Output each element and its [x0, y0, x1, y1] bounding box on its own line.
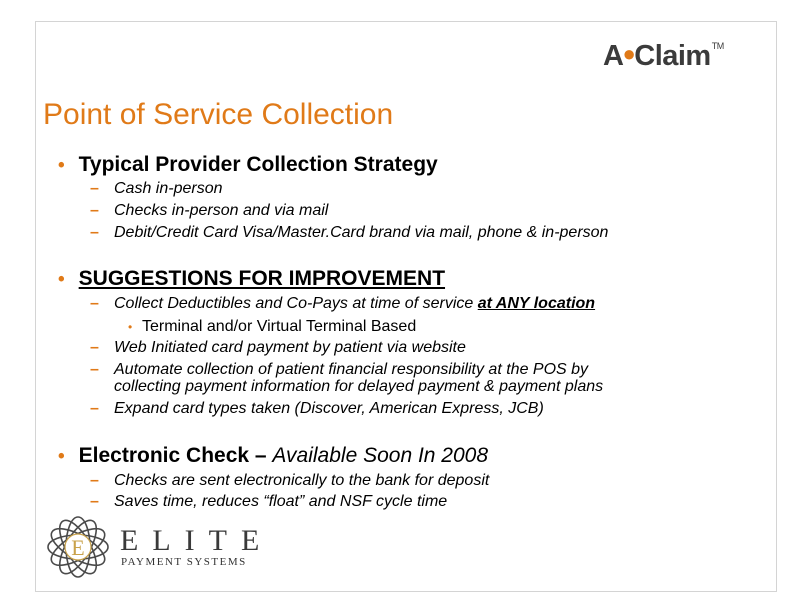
list-item-text: Saves time, reduces “float” and NSF cycle time [114, 493, 448, 510]
aclaim-logo-part-claim: Claim [634, 40, 711, 72]
list-item-continuation: collecting payment information for delayed payment & payment plans [114, 378, 604, 395]
list-item [90, 295, 595, 313]
emphasis-text: at ANY location [477, 295, 596, 312]
list-item [90, 472, 489, 490]
list-item-text: Collect Deductibles and Co-Pays at time of service [114, 295, 478, 312]
dash-marker: – [90, 361, 99, 378]
elite-emblem-icon [45, 514, 111, 580]
bullet-marker: • [58, 446, 65, 467]
dash-marker: – [90, 180, 99, 197]
elite-wordmark: ELITE [120, 524, 274, 557]
section-heading-text: SUGGESTIONS FOR IMPROVEMENT [78, 267, 446, 290]
list-item-text: Cash in-person [114, 180, 223, 197]
sub-list-item-text: Terminal and/or Virtual Terminal Based [142, 318, 417, 335]
list-item-text: Web Initiated card payment by patient via website [114, 339, 466, 356]
dash-marker: – [90, 224, 99, 241]
list-item [90, 400, 544, 418]
bullet-marker: • [58, 155, 65, 176]
list-item [90, 339, 466, 357]
section-heading-echeck [58, 444, 488, 468]
list-item [90, 202, 328, 220]
dash-marker: – [90, 400, 99, 417]
dash-marker: – [90, 202, 99, 219]
aclaim-logo-dot: ● [622, 41, 636, 66]
section-heading-subtext: Available Soon In 2008 [272, 444, 489, 467]
sub-list-item [128, 318, 416, 336]
dash-marker: – [90, 339, 99, 356]
aclaim-logo-part-a: A [603, 40, 624, 72]
list-item-text: Checks in-person and via mail [114, 202, 329, 219]
section-heading-text: Typical Provider Collection Strategy [78, 153, 438, 176]
dash-marker: – [90, 493, 99, 510]
list-item [90, 224, 608, 242]
list-item [90, 180, 223, 198]
list-item [90, 361, 588, 379]
list-item-text: Expand card types taken (Discover, American Express, JCB) [114, 400, 544, 417]
section-heading-suggestions [58, 267, 445, 291]
bullet-marker: • [128, 320, 133, 334]
list-item-text: Automate collection of patient financial responsibility at the POS by [114, 361, 589, 378]
page-title: Point of Service Collection [43, 98, 394, 131]
list-item-text: Checks are sent electronically to the bank for deposit [114, 472, 490, 489]
section-heading-strategy [58, 153, 438, 177]
bullet-marker: • [58, 269, 65, 290]
dash-marker: – [90, 472, 99, 489]
elite-emblem-letter: E [71, 535, 85, 560]
list-item [90, 493, 447, 511]
trademark-mark: TM [711, 41, 724, 51]
list-item-text: Debit/Credit Card Visa/Master.Card brand via mail, phone & in-person [114, 224, 609, 241]
section-heading-text: Electronic Check – [78, 444, 273, 467]
elite-subtitle: PAYMENT SYSTEMS [121, 556, 247, 568]
aclaim-logo [603, 40, 724, 73]
dash-marker: – [90, 295, 99, 312]
